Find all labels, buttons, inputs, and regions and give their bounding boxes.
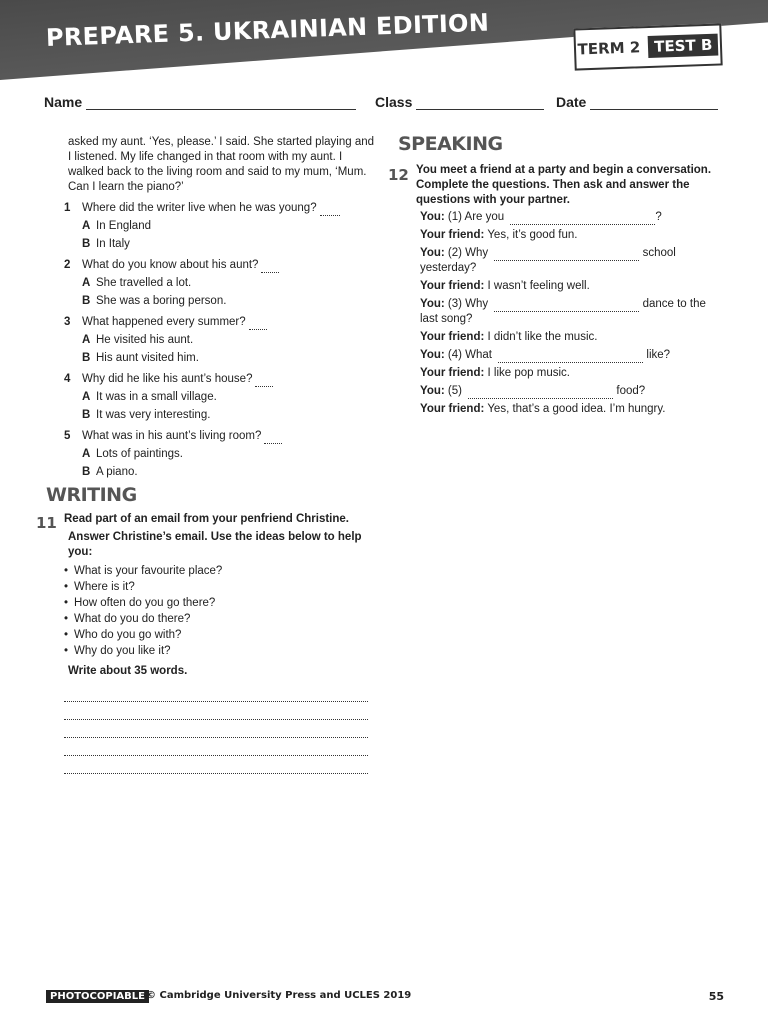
writing-line[interactable] (64, 702, 368, 720)
page-number: 55 (708, 990, 724, 1003)
idea-item: • How often do you go there? (64, 596, 376, 611)
friend-reply: Yes, it’s good fun. (487, 229, 578, 241)
answer-blank[interactable] (320, 204, 340, 216)
class-line[interactable] (416, 95, 544, 110)
option-b: It was very interesting. (96, 409, 211, 421)
dialogue-line-friend-4 (420, 366, 720, 381)
answer-blank-4[interactable] (498, 351, 643, 363)
speaking-heading: SPEAKING (398, 133, 503, 155)
question-number: 5 (64, 430, 71, 442)
dialogue-line-friend-5 (420, 402, 720, 417)
exercise-number-12: 12 (388, 166, 409, 184)
question-4 (64, 372, 374, 423)
reading-column (64, 135, 374, 480)
option-letter: B (82, 466, 91, 478)
option-letter: A (82, 448, 91, 460)
writing-block (36, 512, 376, 679)
prompt-text: (3) Why (447, 298, 489, 310)
option-letter: A (82, 277, 91, 289)
speaker-friend: Your friend: (420, 280, 485, 292)
option-letter: B (82, 352, 91, 364)
term-label: TERM 2 (577, 38, 641, 59)
idea-item: • Where is it? (64, 580, 376, 595)
speaker-friend: Your friend: (420, 367, 485, 379)
writing-line[interactable] (64, 720, 368, 738)
question-2 (64, 258, 374, 309)
prompt-text: (2) Why (447, 247, 489, 259)
prompt-text: ? (655, 211, 662, 223)
speaker-friend: Your friend: (420, 331, 485, 343)
dialogue-line-friend-1 (420, 228, 720, 243)
friend-reply: I wasn’t feeling well. (487, 280, 590, 292)
question-text: What was in his aunt’s living room? (82, 430, 262, 442)
term-badge (573, 23, 722, 70)
writing-instruction-2: Answer Christine’s email. Use the ideas below to help you: (68, 531, 362, 558)
class-field[interactable] (375, 94, 544, 110)
friend-reply: I didn’t like the music. (487, 331, 598, 343)
dialogue-line-you-5 (420, 384, 720, 399)
prompt-text: (1) Are you (447, 211, 505, 223)
idea-item: • Why do you like it? (64, 644, 376, 659)
writing-instruction-3: Write about 35 words. (68, 665, 188, 677)
option-b: In Italy (96, 238, 130, 250)
option-letter: B (82, 409, 91, 421)
photocopiable-badge: PHOTOCOPIABLE (46, 990, 149, 1003)
friend-reply: Yes, that’s a good idea. I’m hungry. (487, 403, 666, 415)
writing-line[interactable] (64, 684, 368, 702)
speaker-you: You: (420, 211, 445, 223)
question-3 (64, 315, 374, 366)
class-label: Class (375, 94, 413, 110)
speaking-instructions: You meet a friend at a party and begin a conversation. Complete the questions. Then ask and answer the questions with your partner. (416, 164, 712, 206)
idea-item: • Who do you go with? (64, 628, 376, 643)
answer-blank[interactable] (255, 375, 273, 387)
question-text: What do you know about his aunt? (82, 259, 259, 271)
speaker-you: You: (420, 247, 445, 259)
question-1 (64, 201, 374, 252)
option-letter: A (82, 334, 91, 346)
answer-blank-1[interactable] (510, 213, 655, 225)
option-b: A piano. (96, 466, 138, 478)
name-line[interactable] (86, 95, 356, 110)
speaker-you: You: (420, 349, 445, 361)
option-a: He visited his aunt. (96, 334, 194, 346)
writing-instruction-1: Read part of an email from your penfriend Christine. (64, 513, 349, 525)
prompt-text: like? (646, 349, 671, 361)
answer-blank-3[interactable] (494, 300, 639, 312)
option-b: She was a boring person. (96, 295, 227, 307)
question-number: 3 (64, 316, 71, 328)
question-number: 1 (64, 202, 71, 214)
option-a: In England (96, 220, 151, 232)
page-footer (46, 990, 726, 1008)
dialogue-line-you-2 (420, 246, 720, 276)
question-number: 2 (64, 259, 71, 271)
page-title: PREPARE 5. UKRAINIAN EDITION (45, 8, 490, 52)
option-letter: A (82, 391, 91, 403)
date-line[interactable] (590, 95, 718, 110)
idea-list (64, 564, 376, 659)
dialogue (420, 210, 720, 420)
speaker-friend: Your friend: (420, 403, 485, 415)
question-text: What happened every summer? (82, 316, 246, 328)
friend-reply: I like pop music. (487, 367, 570, 379)
prompt-text: school yesterday? (420, 247, 676, 274)
idea-item: • What is your favourite place? (64, 564, 376, 579)
idea-item: • What do you do there? (64, 612, 376, 627)
dialogue-line-you-3 (420, 297, 720, 327)
test-label: TEST B (648, 34, 719, 58)
exercise-number-11: 11 (36, 514, 57, 532)
writing-heading: WRITING (46, 484, 137, 506)
option-letter: B (82, 295, 91, 307)
copyright-text: © Cambridge University Press and UCLES 2019 (146, 990, 412, 1001)
speaker-friend: Your friend: (420, 229, 485, 241)
speaker-you: You: (420, 298, 445, 310)
reading-paragraph: asked my aunt. ‘Yes, please.’ I said. She started playing and I listened. My life changed in that room with my aunt. I walked back to the living room and said to my mum, ‘Mum. Can I learn the piano?’ (68, 136, 375, 193)
option-a: Lots of paintings. (96, 448, 183, 460)
name-field[interactable] (44, 94, 356, 110)
date-label: Date (556, 94, 587, 110)
prompt-text: dance to the last song? (420, 298, 706, 325)
dialogue-line-friend-2 (420, 279, 720, 294)
answer-blank-5[interactable] (468, 387, 613, 399)
dialogue-line-you-1 (420, 210, 720, 225)
student-fields (44, 94, 724, 114)
dialogue-line-friend-3 (420, 330, 720, 345)
prompt-text: (5) (447, 385, 462, 397)
name-label: Name (44, 94, 83, 110)
option-letter: B (82, 238, 91, 250)
question-text: Where did the writer live when he was young? (82, 202, 317, 214)
prompt-text: food? (616, 385, 646, 397)
answer-blank-2[interactable] (494, 249, 639, 261)
answer-blank[interactable] (261, 261, 279, 273)
writing-lines[interactable] (64, 684, 368, 774)
option-a: It was in a small village. (96, 391, 217, 403)
writing-line[interactable] (64, 738, 368, 756)
speaker-you: You: (420, 385, 445, 397)
answer-blank[interactable] (264, 432, 282, 444)
option-b: His aunt visited him. (96, 352, 199, 364)
prompt-text: (4) What (447, 349, 492, 361)
question-text: Why did he like his aunt’s house? (82, 373, 253, 385)
question-number: 4 (64, 373, 71, 385)
dialogue-line-you-4 (420, 348, 720, 363)
option-a: She travelled a lot. (96, 277, 192, 289)
question-5 (64, 429, 374, 480)
date-field[interactable] (556, 94, 718, 110)
writing-line[interactable] (64, 756, 368, 774)
option-letter: A (82, 220, 91, 232)
answer-blank[interactable] (249, 318, 267, 330)
